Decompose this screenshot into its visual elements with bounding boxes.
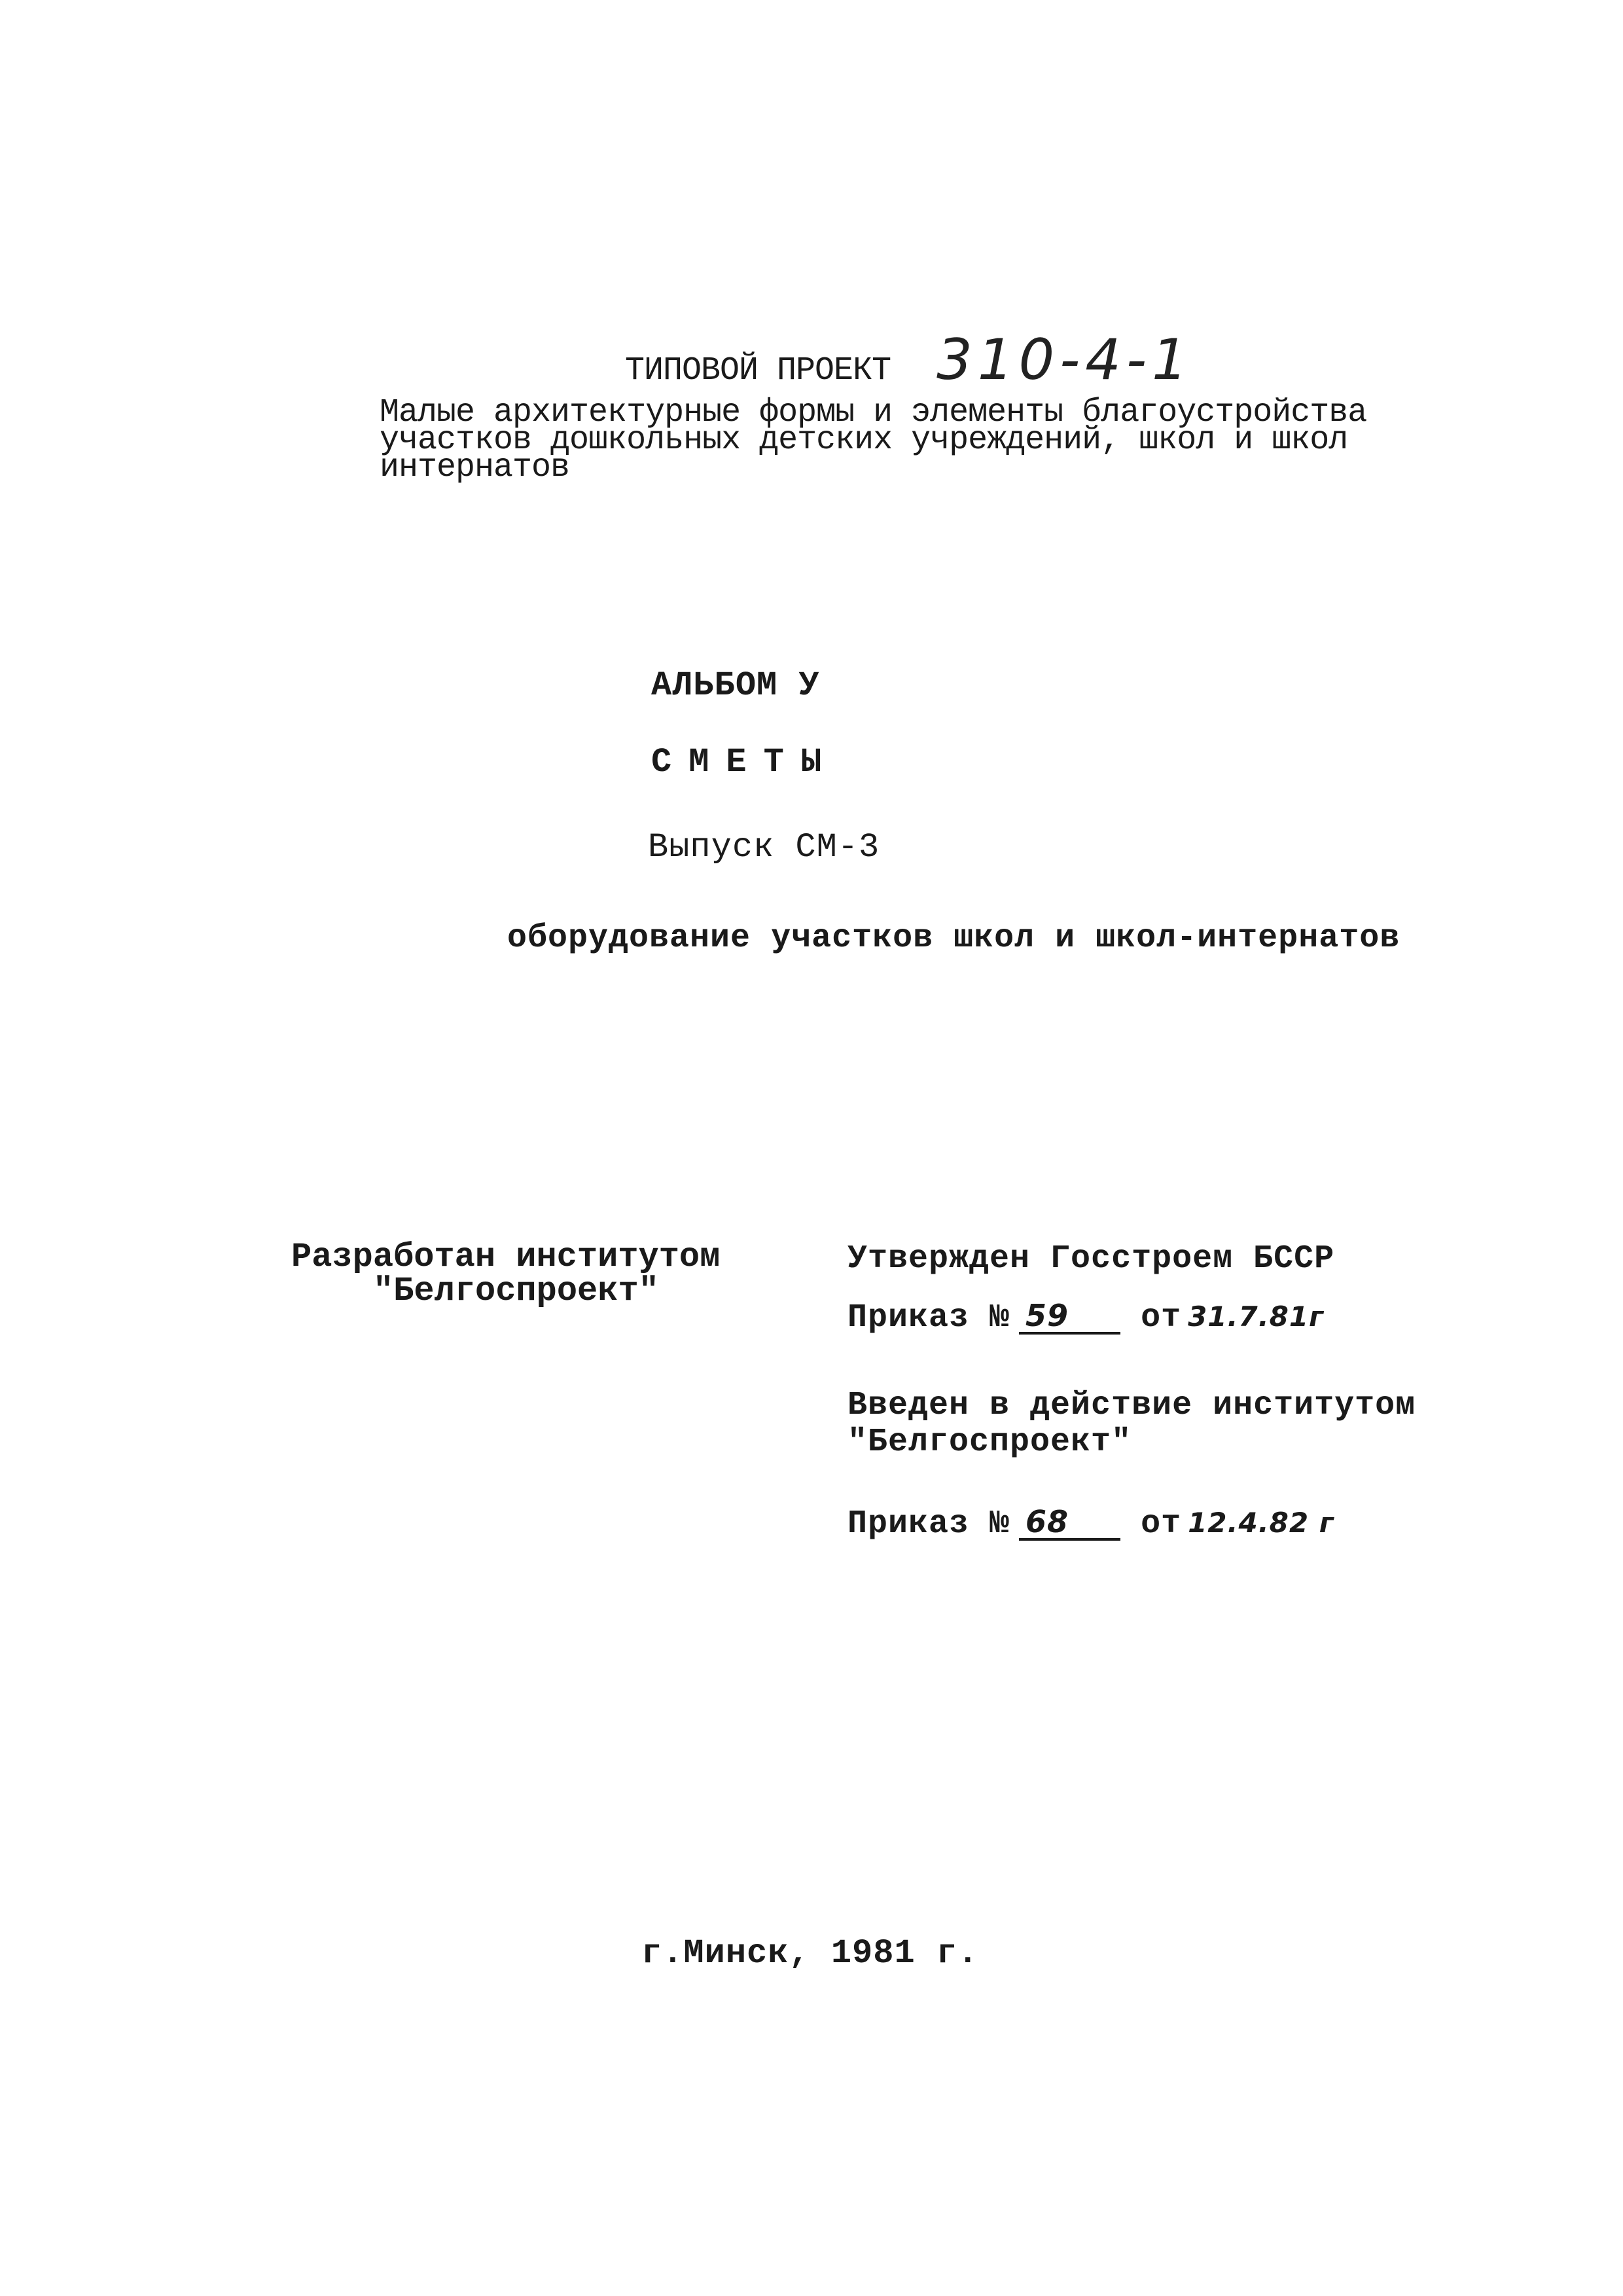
- developer-org: "Белгоспроект": [373, 1272, 659, 1310]
- section-title: СМЕТЫ: [651, 743, 839, 781]
- issue-number: Выпуск СМ-3: [648, 828, 880, 867]
- order2-date-handwritten: 12.4.82 г: [1188, 1507, 1334, 1539]
- order2-label: Приказ №: [847, 1505, 1010, 1543]
- order2-number-handwritten: 68: [1019, 1505, 1120, 1541]
- introduced-block: [847, 1388, 1416, 1461]
- order-label: Приказ №: [847, 1299, 1010, 1336]
- project-subtitle: [380, 394, 1367, 486]
- introduction-order: [847, 1505, 1334, 1543]
- album-title: АЛЬБОМ У: [651, 666, 820, 705]
- scope-description: оборудование участков школ и школ-интернатов: [507, 920, 1400, 957]
- developer-line-1: Разработан институтом: [291, 1238, 721, 1276]
- approval-order: [847, 1299, 1324, 1336]
- order2-date-label: от: [1141, 1505, 1182, 1543]
- project-title: [625, 327, 1193, 393]
- place-and-year: г.Минск, 1981 г.: [641, 1934, 979, 1973]
- subtitle-line-2: участков дошкольных детских учреждений, школ и школ: [380, 422, 1348, 459]
- subtitle-line-1: Малые архитектурные формы и элементы благоустройства: [380, 394, 1367, 431]
- order-number-handwritten: 59: [1019, 1299, 1120, 1335]
- developer-block: [291, 1240, 720, 1308]
- order-date-handwritten: 31.7.81г: [1188, 1300, 1325, 1333]
- project-label: ТИПОВОЙ ПРОЕКТ: [625, 352, 891, 389]
- introduced-line-2: "Белгоспроект": [847, 1424, 1132, 1461]
- introduced-line-1: Введен в действие институтом: [847, 1387, 1416, 1424]
- approved-by: Утвержден Госстроем БССР: [847, 1240, 1335, 1278]
- subtitle-line-3: интернатов: [380, 449, 570, 486]
- order-date-label: от: [1141, 1299, 1182, 1336]
- project-number-handwritten: 310-4-1: [936, 327, 1193, 393]
